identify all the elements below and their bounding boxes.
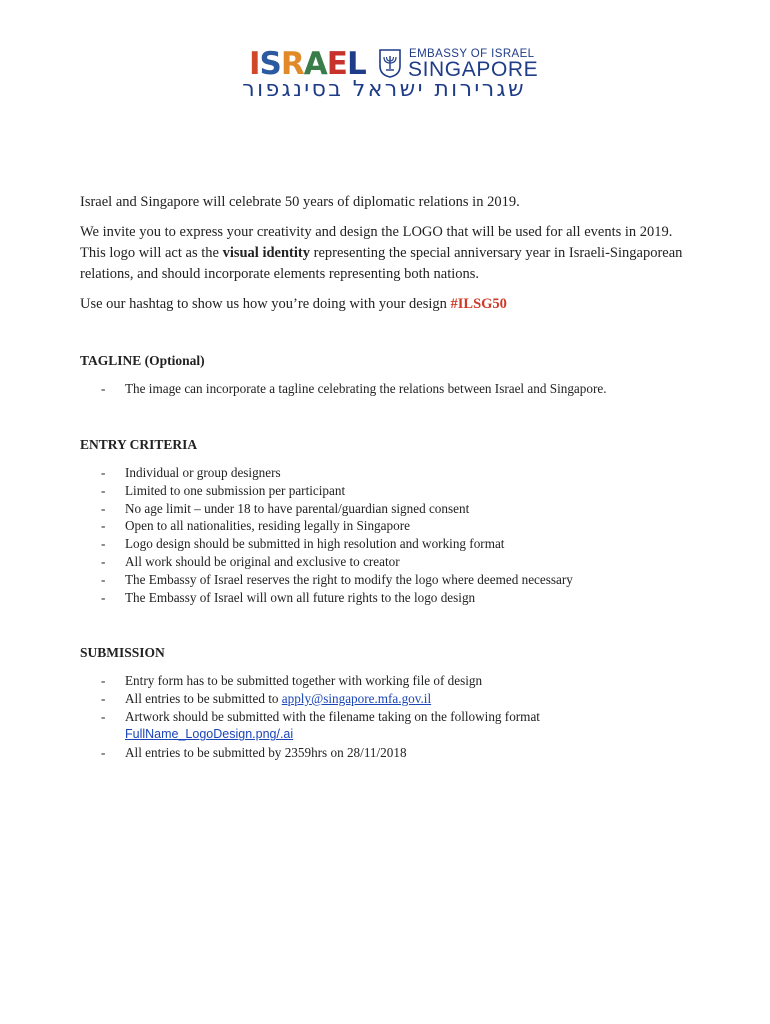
list-item — [80, 464, 700, 482]
list-item-text: Logo design should be submitted in high resolution and working format — [125, 536, 505, 552]
list-item-text: Entry form has to be submitted together with working file of design — [125, 673, 483, 688]
list-item-text: The Embassy of Israel will own all future rights to the logo design — [125, 589, 476, 605]
list-item — [80, 571, 700, 589]
intro-paragraph-2 — [80, 222, 700, 285]
dash-bullet: - — [101, 381, 106, 396]
dash-bullet: - — [101, 482, 106, 498]
letterhead — [0, 40, 770, 110]
list-item-text: The image can incorporate a tagline celebrating the relations between Israel and Singapore. — [125, 381, 607, 396]
submission-heading: SUBMISSION — [80, 645, 165, 660]
menorah-emblem-icon — [378, 48, 402, 78]
hebrew-embassy-label: שגרירות ישראל בסינגפור — [242, 77, 526, 102]
dash-bullet: - — [101, 553, 106, 569]
entry-criteria-section — [80, 437, 700, 606]
dash-bullet: - — [101, 571, 106, 587]
filename-format-link[interactable]: FullName_LogoDesign.png/.ai — [125, 727, 294, 742]
list-item-text: Limited to one submission per participant — [125, 482, 346, 498]
submission-list — [80, 672, 700, 762]
dash-bullet: - — [101, 536, 106, 552]
list-item — [80, 380, 700, 398]
list-item — [80, 482, 700, 500]
israel-logo-wordmark — [249, 48, 366, 80]
visual-identity-emphasis: visual identity — [222, 245, 310, 261]
intro-paragraph-3 — [80, 294, 700, 315]
list-item — [80, 708, 700, 745]
list-item — [80, 535, 700, 553]
dash-bullet: - — [101, 589, 106, 605]
tagline-list — [80, 380, 700, 398]
logo-letter: I — [249, 46, 260, 82]
dash-bullet: - — [101, 465, 106, 480]
dash-bullet: - — [101, 745, 106, 761]
tagline-section — [80, 353, 700, 398]
tagline-heading: TAGLINE (Optional) — [80, 353, 205, 368]
dash-bullet: - — [101, 673, 106, 688]
singapore-label: SINGAPORE — [408, 58, 539, 81]
list-item — [80, 690, 700, 708]
list-item — [80, 517, 700, 535]
list-item-text: All entries to be submitted by 2359hrs on 28/11/2018 — [125, 745, 407, 761]
submission-section — [80, 645, 700, 762]
dash-bullet: - — [101, 500, 106, 516]
logo-letter: A — [303, 46, 327, 82]
dash-bullet: - — [101, 708, 106, 724]
intro-text: We invite you to express your creativity and design the LOGO that will be used for all events in 2019. This logo will act as the — [80, 224, 673, 261]
hashtag: #ILSG50 — [450, 296, 507, 312]
email-link[interactable]: apply@singapore.mfa.gov.il — [281, 690, 432, 706]
embassy-label: EMBASSY OF ISRAEL — [409, 48, 535, 60]
intro-section — [80, 192, 700, 315]
logo-letter: R — [280, 46, 304, 82]
dash-bullet: - — [101, 518, 106, 534]
list-item-text: Individual or group designers — [125, 465, 281, 480]
intro-paragraph-1: Israel and Singapore will celebrate 50 years of diplomatic relations in 2019. — [80, 194, 520, 210]
intro-text: Use our hashtag to show us how you’re doing with your design — [80, 296, 451, 312]
list-item-text: Artwork should be submitted with the filename taking on the following format — [125, 708, 540, 724]
list-item-text: The Embassy of Israel reserves the right to modify the logo where deemed necessary — [125, 571, 573, 587]
list-item — [80, 500, 700, 518]
entry-criteria-list — [80, 464, 700, 606]
list-item-text: All work should be original and exclusive to creator — [125, 553, 400, 569]
list-item-text: No age limit – under 18 to have parental/guardian signed consent — [125, 500, 470, 516]
list-item — [80, 553, 700, 571]
list-item — [80, 672, 700, 690]
list-item — [80, 589, 700, 607]
logo-letter: S — [259, 46, 281, 82]
intro-text: representing the special anniversary year in Israeli-Singaporean relations, and should incorporate elements representing both nations. — [80, 245, 683, 282]
logo-letter: L — [346, 46, 366, 82]
list-item-text: All entries to be submitted to — [125, 690, 282, 706]
entry-criteria-heading: ENTRY CRITERIA — [80, 437, 198, 452]
list-item — [80, 744, 700, 762]
dash-bullet: - — [101, 690, 106, 706]
list-item-text: Open to all nationalities, residing legally in Singapore — [125, 518, 410, 534]
logo-letter: E — [326, 46, 347, 82]
